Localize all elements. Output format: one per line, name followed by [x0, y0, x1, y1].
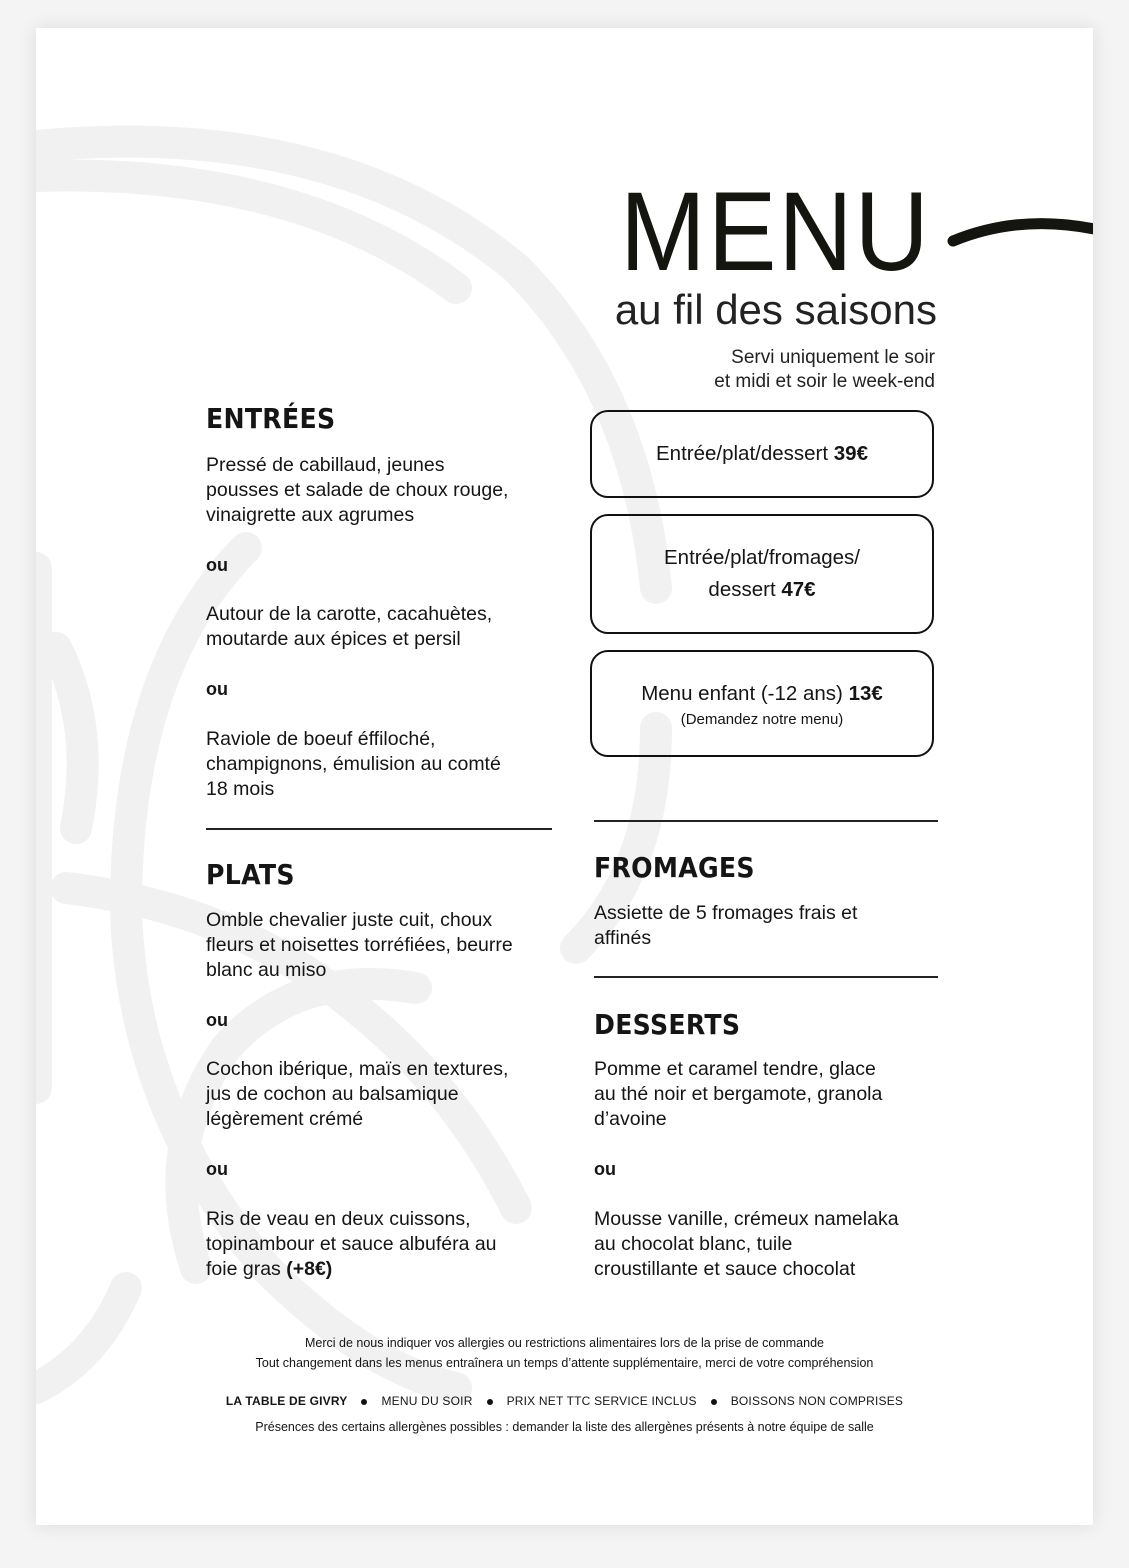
dish-entree-2: [206, 602, 492, 652]
dish-line: jus de cochon au balsamique: [206, 1083, 459, 1105]
dish-line: au thé noir et bergamote, granola: [594, 1083, 883, 1105]
section-divider: [594, 976, 938, 978]
section-title-fromages: FROMAGES: [594, 851, 755, 884]
dish-line: [206, 1257, 497, 1282]
dish-entree-3: [206, 727, 501, 802]
dish-line: Omble chevalier juste cuit, choux: [206, 909, 493, 931]
footer-tag: MENU DU SOIR: [381, 1394, 473, 1408]
bullet-icon: [711, 1399, 717, 1405]
dish-line: moutarde aux épices et persil: [206, 628, 461, 650]
dish-line: Autour de la carotte, cacahuètes,: [206, 603, 493, 625]
dish-line: vinaigrette aux agrumes: [206, 504, 415, 526]
dish-line: fleurs et noisettes torréfiées, beurre: [206, 934, 513, 956]
title-swoosh-decoration: [941, 208, 1093, 258]
formula-name: Entrée/plat/dessert: [656, 442, 829, 465]
dish-dessert-1: [594, 1057, 882, 1132]
dish-supplement: (+8€): [286, 1258, 333, 1280]
section-divider: [206, 828, 552, 830]
formula-box-4-courses: [590, 514, 934, 634]
separator-ou: ou: [594, 1159, 616, 1179]
dish-line: Raviole de boeuf éffiloché,: [206, 728, 436, 750]
separator-ou: ou: [206, 1159, 228, 1179]
footer-allergen-list-note: Présences des certains allergènes possibles : demander la liste des allergènes présents à notre équipe de salle: [255, 1420, 874, 1434]
separator-ou: ou: [206, 1010, 228, 1030]
dish-line: champignons, émulision au comté: [206, 753, 501, 775]
dish-plat-1: [206, 908, 513, 983]
footer-tag: PRIX NET TTC SERVICE INCLUS: [506, 1394, 697, 1408]
formula-price: 47€: [781, 578, 816, 601]
menu-title: MENU: [620, 169, 931, 294]
formula-label: [708, 574, 815, 606]
section-divider: [594, 820, 938, 822]
formula-price: 13€: [848, 681, 883, 705]
dish-line: affinés: [594, 927, 652, 949]
formula-name: dessert: [708, 578, 776, 601]
formula-name: Entrée/plat/fromages/: [664, 546, 860, 569]
service-hours-line: et midi et soir le week-end: [714, 371, 935, 392]
dish-line: Assiette de 5 fromages frais et: [594, 902, 858, 924]
dish-line: Cochon ibérique, maïs en textures,: [206, 1058, 509, 1080]
footer-change-note: Tout changement dans les menus entraînera un temps d’attente supplémentaire, merci de votre compréhension: [255, 1356, 874, 1370]
bullet-icon: [361, 1399, 367, 1405]
section-title-entrees: ENTRÉES: [206, 402, 336, 435]
dish-line: topinambour et sauce albuféra au: [206, 1233, 497, 1255]
dish-entree-1: [206, 453, 508, 528]
formula-note: (Demandez notre menu): [680, 710, 844, 728]
dish-plat-3: [206, 1207, 497, 1282]
dish-line: au chocolat blanc, tuile: [594, 1233, 793, 1255]
dish-line: d’avoine: [594, 1108, 667, 1130]
menu-sheet: [36, 28, 1093, 1525]
dish-line: Mousse vanille, crémeux namelaka: [594, 1208, 899, 1230]
separator-ou: ou: [206, 555, 228, 575]
dish-line: pousses et salade de choux rouge,: [206, 479, 509, 501]
service-hours-line: Servi uniquement le soir: [731, 347, 935, 368]
formula-name: Menu enfant (-12 ans): [641, 681, 843, 705]
dish-fromage-1: [594, 901, 857, 951]
watermark-logo: [36, 28, 1093, 1525]
dish-line: Pressé de cabillaud, jeunes: [206, 454, 445, 476]
formula-label: [656, 438, 868, 470]
separator-ou: ou: [206, 679, 228, 699]
formula-box-kids: [590, 650, 934, 757]
formula-label: [641, 678, 883, 710]
dish-line: blanc au miso: [206, 959, 327, 981]
dish-dessert-2: [594, 1207, 899, 1282]
footer-tag: BOISSONS NON COMPRISES: [730, 1394, 904, 1408]
footer-tag-brand: LA TABLE DE GIVRY: [225, 1394, 348, 1408]
dish-line: croustillante et sauce chocolat: [594, 1258, 856, 1280]
section-title-desserts: DESSERTS: [594, 1008, 741, 1041]
dish-line: 18 mois: [206, 778, 275, 800]
formula-price: 39€: [833, 442, 868, 465]
dish-line: Ris de veau en deux cuissons,: [206, 1208, 471, 1230]
menu-subtitle: au fil des saisons: [614, 286, 937, 333]
dish-line: Pomme et caramel tendre, glace: [594, 1058, 876, 1080]
dish-line: légèrement crémé: [206, 1108, 364, 1130]
section-title-plats: PLATS: [206, 858, 295, 891]
service-hours: [714, 346, 935, 394]
footer-tags: [36, 1394, 1093, 1408]
footer-allergy-note: Merci de nous indiquer vos allergies ou restrictions alimentaires lors de la prise de commande: [305, 1336, 824, 1350]
dish-plat-2: [206, 1057, 508, 1132]
formula-box-3-courses: [590, 410, 934, 498]
bullet-icon: [487, 1399, 493, 1405]
dish-line-text: foie gras: [206, 1258, 281, 1280]
